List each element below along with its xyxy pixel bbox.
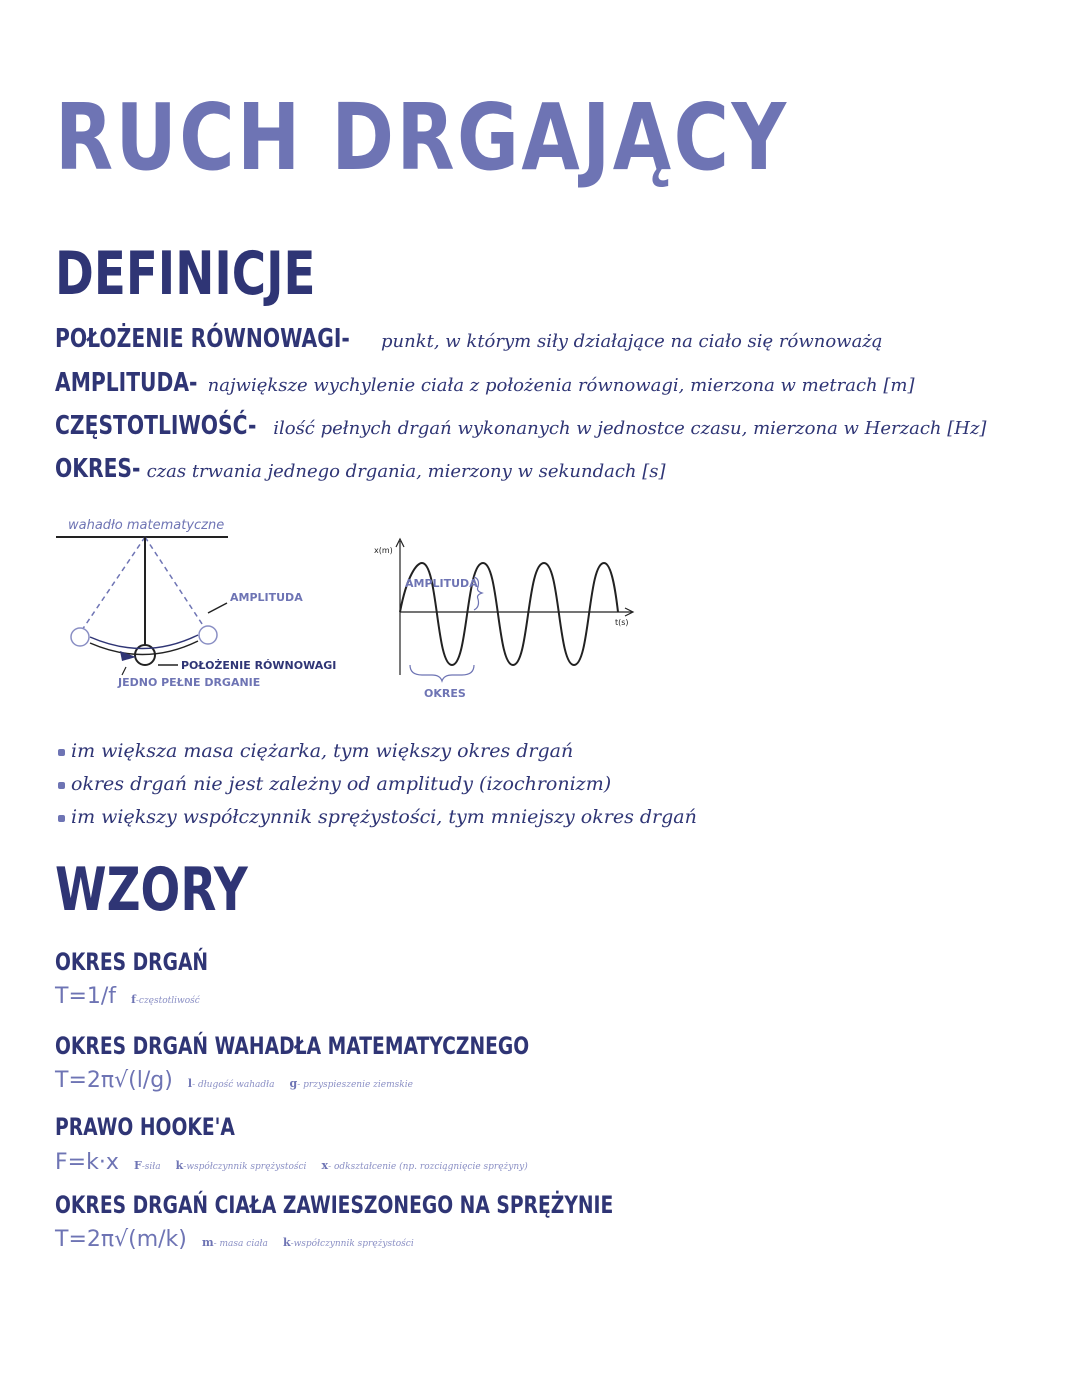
- definition-term: CZĘSTOTLIWOŚĆ-: [55, 411, 257, 441]
- definition-text: ilość pełnych drgań wykonanych w jednostce czasu, mierzona w Herzach [Hz]: [273, 418, 987, 439]
- formula-heading-hooke: PRAWO HOOKE'A: [55, 1113, 235, 1141]
- oscillation-graph: [370, 535, 650, 705]
- formula-heading-spring: OKRES DRGAŃ CIAŁA ZAWIESZONEGO NA SPRĘŻYNIE: [55, 1191, 614, 1219]
- pendulum-string-right: [145, 537, 208, 633]
- list-item: okres drgań nie jest zależny od amplitudy (izochronizm): [58, 768, 697, 801]
- pendulum-caption: wahadło matematyczne: [68, 518, 225, 533]
- definition-frequency: [55, 413, 986, 439]
- definition-term: AMPLITUDA-: [55, 368, 198, 398]
- pendulum-diagram: [50, 505, 350, 705]
- period-label: OKRES: [424, 687, 466, 700]
- definition-text: czas trwania jednego drgania, mierzony w sekundach [s]: [146, 461, 666, 482]
- definition-text: największe wychylenie ciała z położenia równowagi, mierzona w metrach [m]: [207, 375, 915, 396]
- formula-heading-period: OKRES DRGAŃ: [55, 948, 209, 976]
- formula-note: k-współczynnik sprężystości: [282, 1236, 414, 1249]
- definition-equilibrium: [55, 326, 883, 352]
- formula-expression: T=2π√(l/g): [55, 1068, 173, 1093]
- formula-pendulum: [55, 1070, 413, 1092]
- bob-left: [71, 628, 89, 646]
- period-brace: [410, 665, 474, 681]
- definition-term: POŁOŻENIE RÓWNOWAGI-: [55, 324, 350, 354]
- definition-amplitude: [55, 370, 914, 396]
- equilibrium-label: POŁOŻENIE RÓWNOWAGI: [181, 659, 337, 672]
- bob-right: [199, 626, 217, 644]
- formula-spring: [55, 1229, 414, 1251]
- full-oscillation-label: JEDNO PEŁNE DRGANIE: [118, 676, 261, 689]
- list-item: im większa masa ciężarka, tym większy okres drgań: [58, 735, 697, 768]
- observations-list: [58, 735, 697, 834]
- formula-note: f-częstotliwość: [131, 993, 200, 1006]
- formula-heading-pendulum: OKRES DRGAŃ WAHADŁA MATEMATYCZNEGO: [55, 1032, 530, 1060]
- y-axis-label: x(m): [374, 546, 393, 555]
- arrow-head: [120, 651, 136, 661]
- formula-note: k-współczynnik sprężystości: [175, 1159, 307, 1172]
- definitions-heading: DEFINICJE: [55, 239, 316, 309]
- formula-note: x- odkształcenie (np. rozciągnięcie sprężyny): [321, 1159, 528, 1172]
- formula-note: g- przyspieszenie ziemskie: [289, 1077, 413, 1090]
- formula-expression: T=2π√(m/k): [55, 1227, 187, 1252]
- graph-amplitude-label: AMPLITUDA: [405, 577, 478, 590]
- formula-note: m- masa ciała: [201, 1236, 268, 1249]
- formula-expression: T=1/f: [55, 984, 117, 1009]
- amplitude-label: AMPLITUDA: [230, 591, 303, 604]
- x-axis-label: t(s): [615, 618, 629, 627]
- definition-period: [55, 456, 666, 482]
- formula-hooke: [55, 1152, 528, 1174]
- formulas-heading: WZORY: [55, 855, 248, 925]
- pendulum-string-left: [80, 537, 145, 633]
- definition-term: OKRES-: [55, 454, 141, 484]
- formula-expression: F=k·x: [55, 1150, 119, 1175]
- list-item: im większy współczynnik sprężystości, tym mniejszy okres drgań: [58, 801, 697, 834]
- formula-note: l- długość wahadła: [187, 1077, 275, 1090]
- definition-text: punkt, w którym siły działające na ciało się równoważą: [381, 331, 883, 352]
- formula-period: [55, 986, 200, 1008]
- amplitude-pointer: [208, 603, 227, 613]
- oscillation-pointer: [122, 667, 126, 675]
- formula-note: F-siła: [133, 1159, 161, 1172]
- page-title: RUCH DRGAJĄCY: [55, 84, 789, 191]
